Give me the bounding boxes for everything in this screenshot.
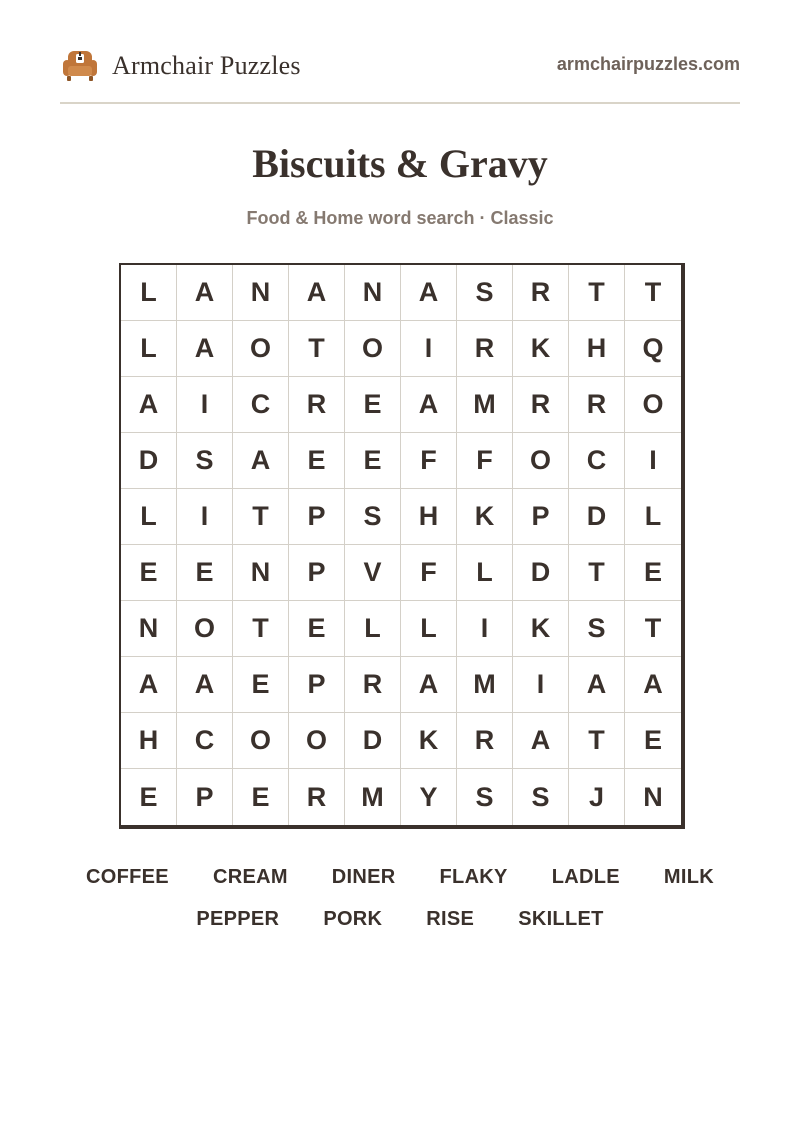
grid-cell[interactable]: R bbox=[569, 377, 625, 433]
grid-cell[interactable]: A bbox=[121, 657, 177, 713]
grid-cell[interactable]: P bbox=[289, 545, 345, 601]
grid-cell[interactable]: S bbox=[513, 769, 569, 825]
word-list-row bbox=[60, 856, 740, 898]
page-header bbox=[60, 40, 740, 90]
grid-cell[interactable]: M bbox=[457, 657, 513, 713]
grid-cell[interactable]: D bbox=[121, 433, 177, 489]
header-divider bbox=[60, 102, 740, 104]
grid-cell[interactable]: I bbox=[625, 433, 681, 489]
grid-cell[interactable]: I bbox=[401, 321, 457, 377]
grid-cell[interactable]: I bbox=[513, 657, 569, 713]
grid-cell[interactable]: O bbox=[233, 321, 289, 377]
grid-cell[interactable]: A bbox=[177, 657, 233, 713]
word-list-item: PEPPER bbox=[196, 907, 280, 930]
grid-cell[interactable]: L bbox=[345, 601, 401, 657]
grid-cell[interactable]: Q bbox=[625, 321, 681, 377]
grid-cell[interactable]: M bbox=[345, 769, 401, 825]
grid-cell[interactable]: R bbox=[513, 265, 569, 321]
puzzle-title: Biscuits & Gravy bbox=[252, 141, 548, 186]
grid-cell[interactable]: T bbox=[625, 601, 681, 657]
grid-cell[interactable]: E bbox=[177, 545, 233, 601]
grid-cell[interactable]: A bbox=[233, 433, 289, 489]
grid-cell[interactable]: T bbox=[569, 265, 625, 321]
grid-cell[interactable]: A bbox=[569, 657, 625, 713]
grid-cell[interactable]: O bbox=[513, 433, 569, 489]
grid-cell[interactable]: T bbox=[569, 545, 625, 601]
grid-cell[interactable]: C bbox=[233, 377, 289, 433]
grid-cell[interactable]: E bbox=[121, 545, 177, 601]
grid-cell[interactable]: Y bbox=[401, 769, 457, 825]
grid-cell[interactable]: N bbox=[345, 265, 401, 321]
grid-cell[interactable]: E bbox=[345, 433, 401, 489]
grid-cell[interactable]: A bbox=[625, 657, 681, 713]
grid-cell[interactable]: P bbox=[513, 489, 569, 545]
word-list-item: LADLE bbox=[551, 865, 620, 888]
grid-cell[interactable]: T bbox=[569, 713, 625, 769]
brand[interactable] bbox=[60, 46, 301, 86]
grid-cell[interactable]: T bbox=[233, 489, 289, 545]
grid-cell[interactable]: N bbox=[233, 545, 289, 601]
word-list-item: RISE bbox=[426, 907, 475, 930]
grid-cell[interactable]: O bbox=[177, 601, 233, 657]
grid-cell[interactable]: R bbox=[289, 377, 345, 433]
grid-cell[interactable]: E bbox=[625, 545, 681, 601]
grid-cell[interactable]: L bbox=[625, 489, 681, 545]
grid-cell[interactable]: A bbox=[177, 265, 233, 321]
grid-cell[interactable]: R bbox=[457, 321, 513, 377]
grid-cell[interactable]: J bbox=[569, 769, 625, 825]
word-list-item: DINER bbox=[331, 865, 396, 888]
letter-grid bbox=[119, 263, 685, 829]
grid-cell[interactable]: F bbox=[401, 545, 457, 601]
grid-cell[interactable]: E bbox=[233, 657, 289, 713]
grid-cell[interactable]: L bbox=[401, 601, 457, 657]
grid-cell[interactable]: R bbox=[289, 769, 345, 825]
grid-cell[interactable]: A bbox=[401, 265, 457, 321]
grid-cell[interactable]: S bbox=[177, 433, 233, 489]
grid-cell[interactable]: S bbox=[457, 265, 513, 321]
grid-cell[interactable]: L bbox=[457, 545, 513, 601]
grid-cell[interactable]: I bbox=[177, 489, 233, 545]
grid-cell[interactable]: A bbox=[401, 377, 457, 433]
grid-cell[interactable]: N bbox=[643, 781, 663, 812]
grid-cell[interactable]: I bbox=[177, 377, 233, 433]
grid-cell[interactable]: T bbox=[625, 265, 681, 321]
grid-cell[interactable]: C bbox=[569, 433, 625, 489]
grid-cell[interactable]: R bbox=[457, 713, 513, 769]
word-list-item: PORK bbox=[323, 907, 383, 930]
grid-cell[interactable]: R bbox=[513, 377, 569, 433]
grid-cell[interactable]: E bbox=[289, 433, 345, 489]
word-list-row bbox=[60, 898, 740, 940]
word-list-item: SKILLET bbox=[518, 907, 604, 930]
grid-cell[interactable]: A bbox=[121, 377, 177, 433]
brand-name: Armchair Puzzles bbox=[112, 51, 301, 80]
grid-cell[interactable]: D bbox=[513, 545, 569, 601]
grid-cell[interactable]: K bbox=[401, 713, 457, 769]
grid-cell[interactable]: T bbox=[233, 601, 289, 657]
grid-cell[interactable]: A bbox=[289, 265, 345, 321]
site-url-link[interactable]: armchairpuzzles.com bbox=[556, 54, 740, 74]
grid-cell[interactable]: E bbox=[625, 713, 681, 769]
grid-cell[interactable]: F bbox=[457, 433, 513, 489]
grid-cell[interactable]: D bbox=[569, 489, 625, 545]
grid-cell[interactable]: O bbox=[625, 377, 681, 433]
grid-cell[interactable]: L bbox=[121, 321, 177, 377]
grid-cell[interactable]: O bbox=[289, 713, 345, 769]
grid-cell[interactable]: F bbox=[401, 433, 457, 489]
grid-cell[interactable]: A bbox=[401, 657, 457, 713]
grid-cell[interactable]: T bbox=[289, 321, 345, 377]
puzzle-subtitle: Food & Home word search · Classic bbox=[246, 208, 554, 228]
grid-cell[interactable]: E bbox=[233, 769, 289, 825]
grid-cell[interactable]: H bbox=[121, 713, 177, 769]
grid-cell[interactable]: E bbox=[121, 769, 177, 825]
grid-cell[interactable]: N bbox=[121, 601, 177, 657]
grid-cell[interactable]: M bbox=[457, 377, 513, 433]
grid-cell[interactable]: S bbox=[569, 601, 625, 657]
grid-cell[interactable]: K bbox=[513, 321, 569, 377]
grid-cell[interactable]: P bbox=[289, 489, 345, 545]
grid-cell[interactable]: E bbox=[345, 377, 401, 433]
grid-cell[interactable]: O bbox=[233, 713, 289, 769]
grid-cell[interactable]: N bbox=[233, 265, 289, 321]
grid-cell[interactable]: K bbox=[457, 489, 513, 545]
grid-cell[interactable]: L bbox=[121, 265, 177, 321]
grid-cell[interactable]: D bbox=[345, 713, 401, 769]
word-list-item: MILK bbox=[663, 865, 714, 888]
grid-cell[interactable]: R bbox=[345, 657, 401, 713]
armchair-icon bbox=[60, 46, 100, 86]
word-list-item: FLAKY bbox=[439, 865, 508, 888]
grid-cell[interactable]: L bbox=[121, 489, 177, 545]
grid-cell[interactable]: H bbox=[401, 489, 457, 545]
word-list bbox=[60, 856, 740, 940]
word-list-item: COFFEE bbox=[86, 865, 169, 888]
grid-cell[interactable]: K bbox=[513, 601, 569, 657]
grid-cell[interactable]: C bbox=[177, 713, 233, 769]
grid-cell[interactable]: P bbox=[289, 657, 345, 713]
grid-cell[interactable]: A bbox=[513, 713, 569, 769]
grid-cell[interactable]: P bbox=[177, 769, 233, 825]
grid-cell[interactable]: O bbox=[345, 321, 401, 377]
word-list-item: CREAM bbox=[212, 865, 288, 888]
grid-cell[interactable]: V bbox=[345, 545, 401, 601]
grid-cell[interactable]: S bbox=[345, 489, 401, 545]
grid-cell[interactable]: S bbox=[457, 769, 513, 825]
grid-cell[interactable]: E bbox=[289, 601, 345, 657]
grid-cell[interactable]: I bbox=[457, 601, 513, 657]
grid-cell[interactable]: H bbox=[569, 321, 625, 377]
grid-cell[interactable]: A bbox=[177, 321, 233, 377]
